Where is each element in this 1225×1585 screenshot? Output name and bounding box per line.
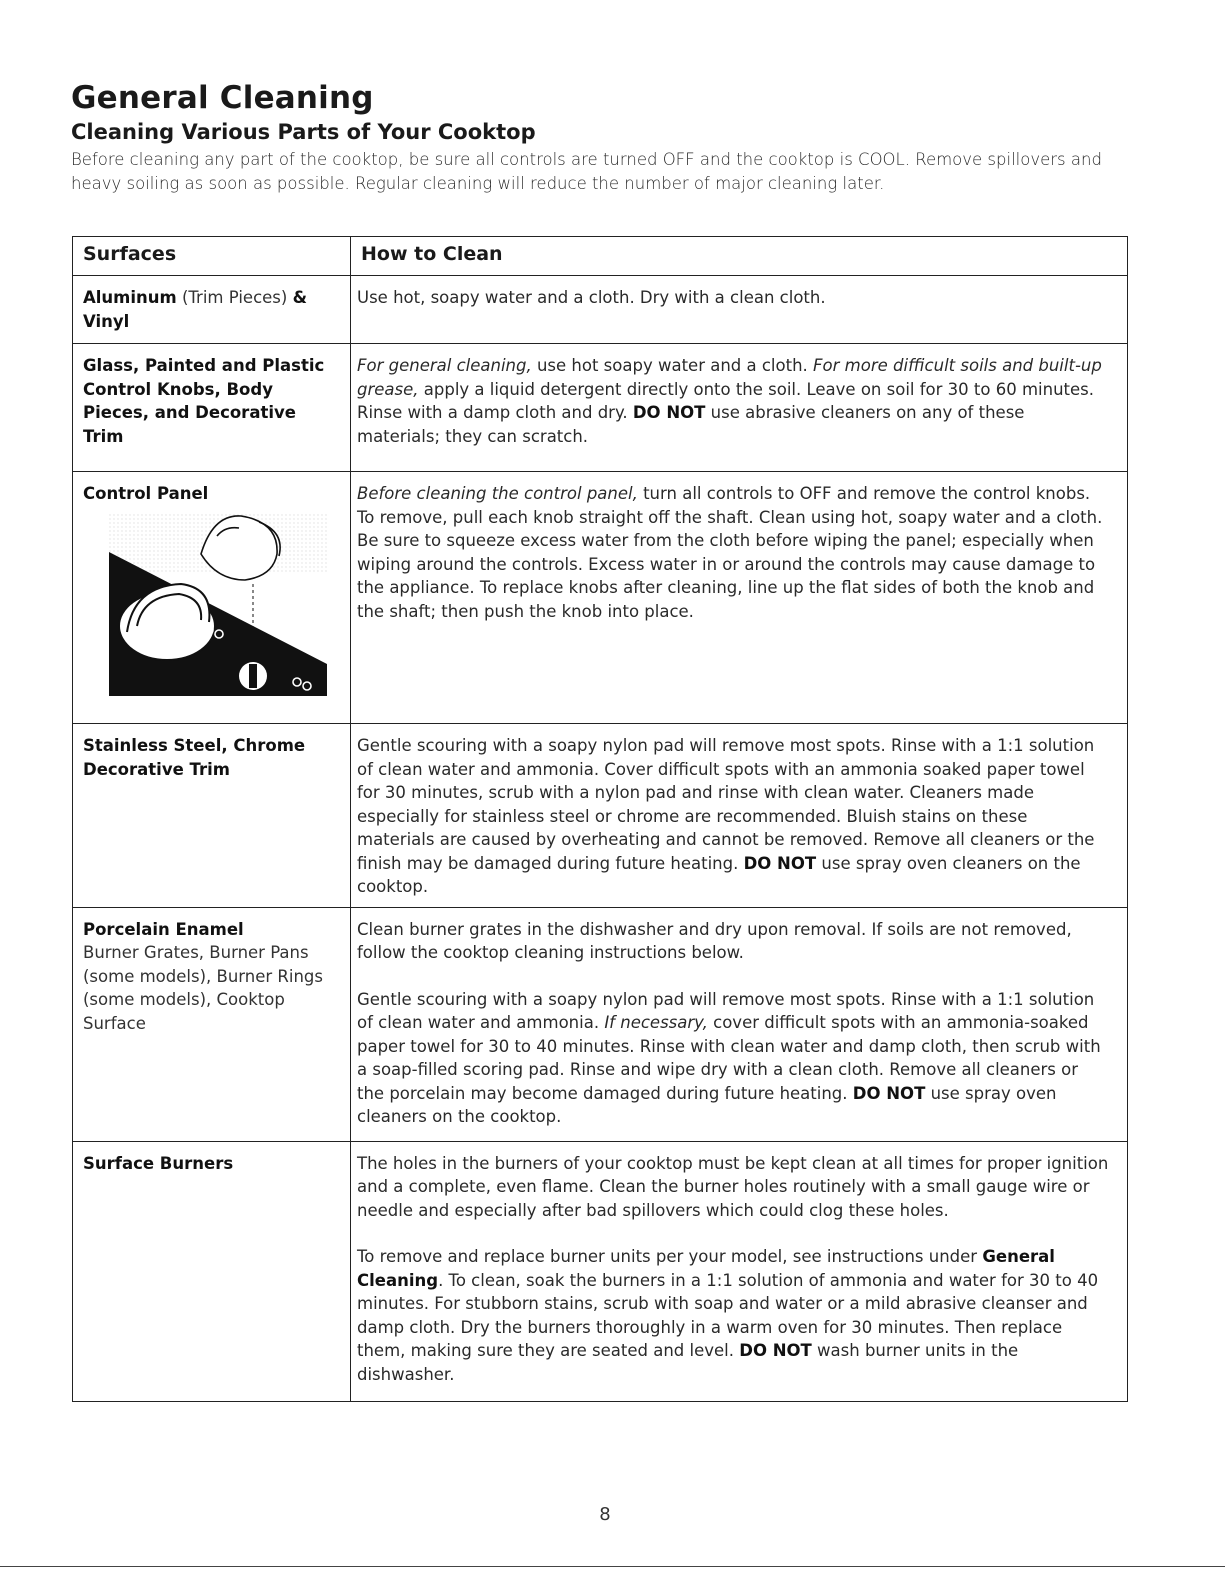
instruction-text [357, 734, 1109, 899]
instruction-segment: Gentle scouring with a soapy nylon pad will remove most spots. Rinse with a 1:1 solution of clean water and ammonia. [357, 989, 1095, 1032]
intro-paragraph: Before cleaning any part of the cooktop, be sure all controls are turned OFF and the cooktop is COOL. Remove spillovers and heavy soiling as soon as possible. Regular cleaning will reduce the number of major cleaning later. [71, 150, 1102, 193]
instruction-segment: wash burner units in the dishwasher. [357, 1341, 1019, 1384]
instruction-segment: apply a liquid detergent directly onto the soil. Leave on soil for 30 to 60 minutes. Rinse with a damp cloth and dry. [357, 379, 1094, 422]
table-row [73, 276, 1128, 344]
header-surfaces: Surfaces [73, 237, 351, 276]
how-to-clean-cell [351, 907, 1128, 1141]
instruction-text [357, 1245, 1109, 1386]
how-to-clean-cell [351, 276, 1128, 344]
instruction-text: Use hot, soapy water and a cloth. Dry with a clean cloth. [357, 288, 826, 307]
how-to-clean-cell [351, 472, 1128, 724]
surface-cell [73, 1141, 351, 1401]
instruction-segment: . To clean, soak the burners in a 1:1 solution of ammonia and water for 30 to 40 minutes. For stubborn stains, scrub with soap and water or a mild abrasive cleanser and damp cloth. Dry the burners thoroughly in a warm oven for 30 minutes. Then replace them, making sure they are seated and level. [357, 1270, 1099, 1360]
instruction-segment: use spray oven cleaners on the cooktop. [357, 1083, 1057, 1126]
instruction-text: The holes in the burners of your cooktop must be kept clean at all times for proper ignition and a complete, even flame. Clean the burner holes routinely with a small gauge wire or needle and especially after bad spillovers which could clog these holes. [357, 1153, 1109, 1220]
cleaning-table [72, 236, 1128, 1402]
instruction-segment: cover difficult spots with an ammonia-soaked paper towel for 30 to 40 minutes. Rinse with clean water and damp cloth, then scrub with a soap-filled scoring pad. Rinse and wipe dry with a clean cloth. Remove all cleaners or the porcelain may become damaged during future heating. [357, 1013, 1101, 1103]
instruction-emphasis: For more difficult soils and built-up grease, [357, 356, 1102, 399]
warning-do-not: DO NOT [852, 1083, 926, 1103]
warning-do-not: DO NOT [739, 1341, 812, 1360]
table-row [73, 472, 1128, 724]
surface-cell [73, 344, 351, 472]
how-to-clean-cell [351, 344, 1128, 472]
instruction-segment: To remove and replace burner units per your model, see instructions under [357, 1247, 983, 1266]
header-how-to-clean: How to Clean [351, 237, 1128, 276]
surface-name: Surface Burners [83, 1153, 234, 1173]
table-row [73, 907, 1128, 1141]
surface-cell [73, 907, 351, 1141]
surface-cell [73, 276, 351, 344]
how-to-clean-cell [351, 1141, 1128, 1401]
instruction-segment: turn all controls to OFF and remove the control knobs. To remove, pull each knob straight off the shaft. Clean using hot, soapy water and a cloth. Be sure to squeeze excess water from the cloth before wiping the panel; especially when wiping around the controls. Excess water in or around the controls may cause damage to the appliance. To replace knobs after cleaning, line up the flat sides of both the knob and the shaft; then push the knob into place. [357, 484, 1103, 621]
instruction-text [357, 354, 1109, 448]
table-row [73, 344, 1128, 472]
instruction-text: Clean burner grates in the dishwasher and dry upon removal. If soils are not removed, follow the cooktop cleaning instructions below. [357, 919, 1072, 962]
surface-name: Glass, Painted and Plastic Control Knobs, Body Pieces, and Decorative Trim [83, 356, 325, 446]
instruction-segment: Gentle scouring with a soapy nylon pad will remove most spots. Rinse with a 1:1 solution of clean water and ammonia. Cover difficult spots with an ammonia soaked paper towel for 30 minutes, scrub with a nylon pad and rinse with clean water. Cleaners made especially for stainless steel or chrome are recommended. Bluish stains on these materials are caused by overheating and cannot be removed. Remove all cleaners or the finish may be damaged during future heating. [357, 736, 1095, 873]
instruction-emphasis: Before cleaning the control panel, [357, 484, 638, 503]
instruction-segment: use spray oven cleaners on the cooktop. [357, 853, 1081, 896]
table-row [73, 724, 1128, 908]
surface-name: Aluminum [83, 288, 177, 307]
surface-name: Control Panel [83, 484, 209, 503]
instruction-text [357, 482, 1109, 623]
control-knob-illustration [109, 514, 327, 696]
surface-note: (Trim Pieces) [181, 288, 288, 307]
warning-do-not: DO NOT [632, 403, 706, 422]
instruction-segment: use hot soapy water and a cloth. [531, 356, 814, 375]
warning-do-not: DO NOT [743, 853, 817, 873]
surface-detail: Burner Grates, Burner Pans (some models), Burner Rings (some models), Cooktop Surface [83, 943, 323, 1033]
cross-reference: General Cleaning [357, 1247, 1055, 1290]
instruction-text [357, 988, 1109, 1129]
section-title: Cleaning Various Parts of Your Cooktop [71, 120, 536, 144]
how-to-clean-cell [351, 724, 1128, 908]
instruction-segment: use abrasive cleaners on any of these materials; they can scratch. [357, 403, 1025, 446]
surface-cell [73, 724, 351, 908]
surface-name: Porcelain Enamel [83, 919, 244, 939]
instruction-emphasis: If necessary, [604, 1013, 708, 1032]
surface-cell [73, 472, 351, 724]
table-header-row [73, 237, 1128, 276]
bottom-rule [0, 1566, 1225, 1567]
page-title: General Cleaning [71, 80, 374, 116]
surface-name-tail: & Vinyl [83, 288, 307, 331]
page-number: 8 [599, 1504, 611, 1525]
surface-name: Stainless Steel, Chrome Decorative Trim [83, 736, 306, 779]
table-row [73, 1141, 1128, 1401]
instruction-emphasis: For general cleaning, [357, 356, 532, 375]
